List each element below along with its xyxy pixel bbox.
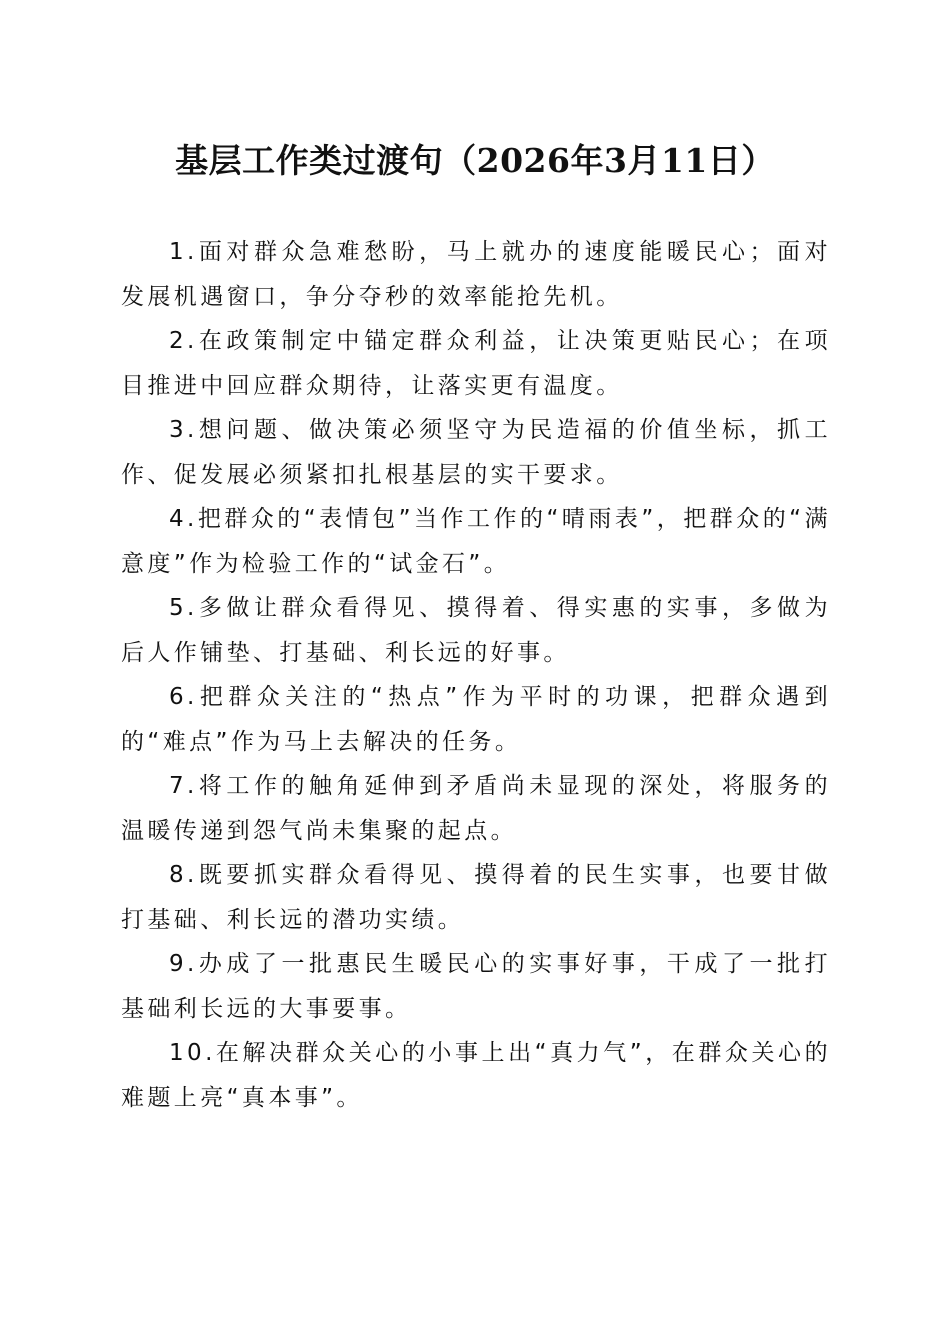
paragraph-3: 3.想问题、做决策必须坚守为民造福的价值坐标，抓工作、促发展必须紧扣扎根基层的实干要求。 [121, 417, 831, 488]
paragraph-2: 2.在政策制定中锚定群众利益，让决策更贴民心；在项目推进中回应群众期待，让落实更有温度。 [121, 328, 831, 399]
paragraph-7: 7.将工作的触角延伸到矛盾尚未显现的深处，将服务的温暖传递到怨气尚未集聚的起点。 [121, 773, 831, 844]
paragraph-10: 10.在解决群众关心的小事上出“真力气”，在群众关心的难题上亮“真本事”。 [121, 1040, 831, 1111]
paragraph-9: 9.办成了一批惠民生暖民心的实事好事，干成了一批打基础利长远的大事要事。 [121, 951, 831, 1022]
paragraph-8: 8.既要抓实群众看得见、摸得着的民生实事，也要甘做打基础、利长远的潜功实绩。 [121, 862, 831, 933]
paragraph-6: 6.把群众关注的“热点”作为平时的功课，把群众遇到的“难点”作为马上去解决的任务。 [121, 684, 831, 755]
paragraph-5: 5.多做让群众看得见、摸得着、得实惠的实事，多做为后人作铺垫、打基础、利长远的好事。 [121, 595, 831, 666]
paragraph-1: 1.面对群众急难愁盼，马上就办的速度能暖民心；面对发展机遇窗口，争分夺秒的效率能抢先机。 [121, 239, 831, 310]
paragraph-4: 4.把群众的“表情包”当作工作的“晴雨表”，把群众的“满意度”作为检验工作的“试金石”。 [121, 506, 831, 577]
document-title: 基层工作类过渡句（2026年3月11日） [175, 141, 775, 180]
document-body [121, 230, 831, 1120]
